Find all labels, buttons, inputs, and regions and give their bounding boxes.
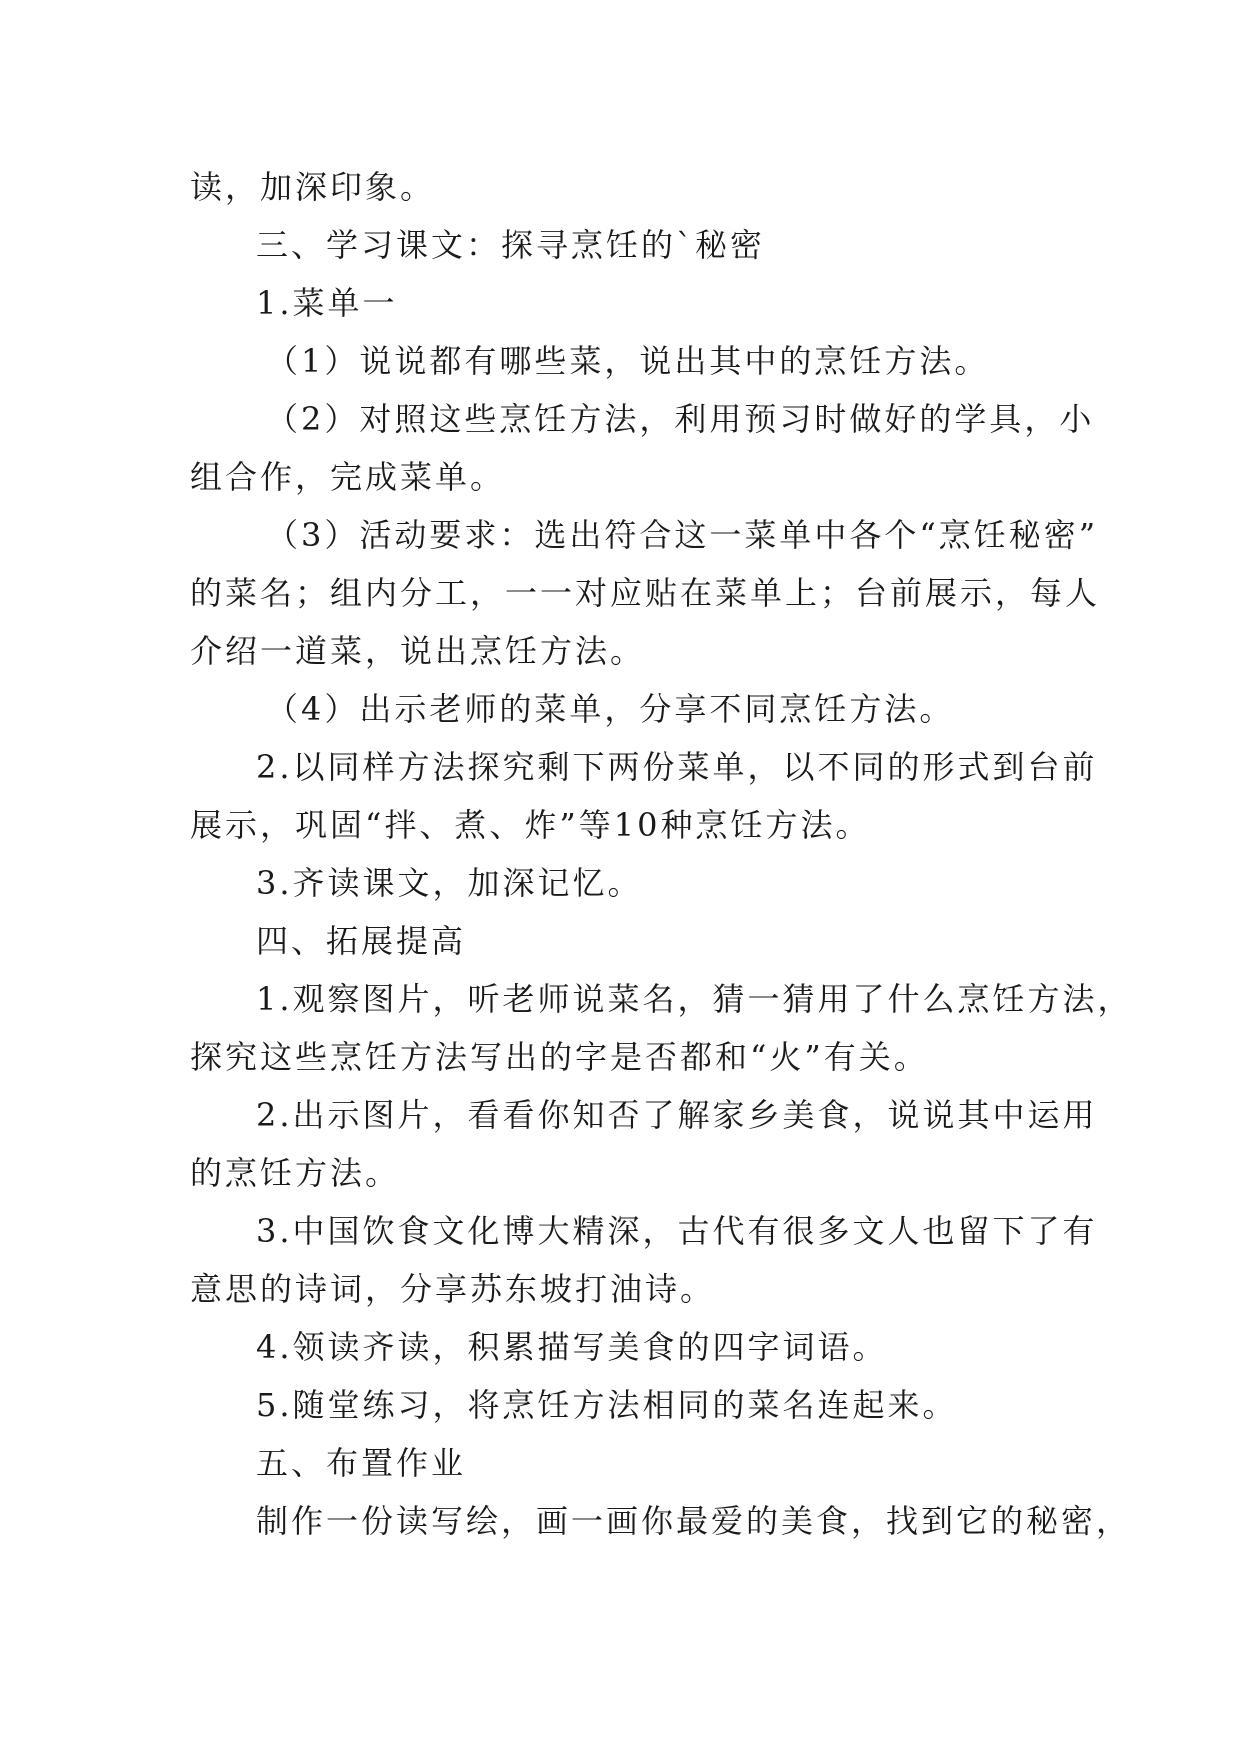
text-line: 探究这些烹饪方法写出的字是否都和“火”有关。 (190, 1038, 929, 1076)
text-line: 制作一份读写绘，画一画你最爱的美食，找到它的秘密， (256, 1502, 1132, 1540)
text-line: （4）出示老师的菜单，分享不同烹饪方法。 (266, 690, 955, 728)
text-line: 2.出示图片，看看你知否了解家乡美食，说说其中运用 (256, 1096, 1098, 1134)
text-line: 1.菜单一 (256, 284, 398, 322)
text-line: 介绍一道菜，说出烹饪方法。 (190, 632, 646, 670)
section-heading-5: 五、布置作业 (256, 1444, 467, 1482)
text-line: 组合作，完成菜单。 (190, 458, 506, 496)
text-line: 1.观察图片，听老师说菜名，猜一猜用了什么烹饪方法， (256, 980, 1133, 1018)
text-line: （3）活动要求：选出符合这一菜单中各个“烹饪秘密” (266, 516, 1099, 554)
text-line: 读，加深印象。 (190, 168, 436, 206)
text-line: 的烹饪方法。 (190, 1154, 401, 1192)
text-line: 3.中国饮食文化博大精深，古代有很多文人也留下了有 (256, 1212, 1098, 1250)
section-heading-4: 四、拓展提高 (256, 922, 467, 960)
text-line: （2）对照这些烹饪方法，利用预习时做好的学具，小 (266, 400, 1095, 438)
text-line: 的菜名；组内分工，一一对应贴在菜单上；台前展示，每人 (190, 574, 1101, 612)
text-line: （1）说说都有哪些菜，说出其中的烹饪方法。 (266, 342, 990, 380)
text-line: 5.随堂练习，将烹饪方法相同的菜名连起来。 (256, 1386, 958, 1424)
text-line: 展示，巩固“拌、煮、炸”等10种烹饪方法。 (190, 806, 871, 844)
text-line: 4.领读齐读，积累描写美食的四字词语。 (256, 1328, 888, 1366)
text-line: 意思的诗词，分享苏东坡打油诗。 (190, 1270, 716, 1308)
section-heading-3: 三、学习课文：探寻烹饪的`秘密 (256, 226, 766, 264)
document-body (190, 158, 1133, 1550)
text-line: 2.以同样方法探究剩下两份菜单，以不同的形式到台前 (256, 748, 1098, 786)
text-line: 3.齐读课文，加深记忆。 (256, 864, 643, 902)
